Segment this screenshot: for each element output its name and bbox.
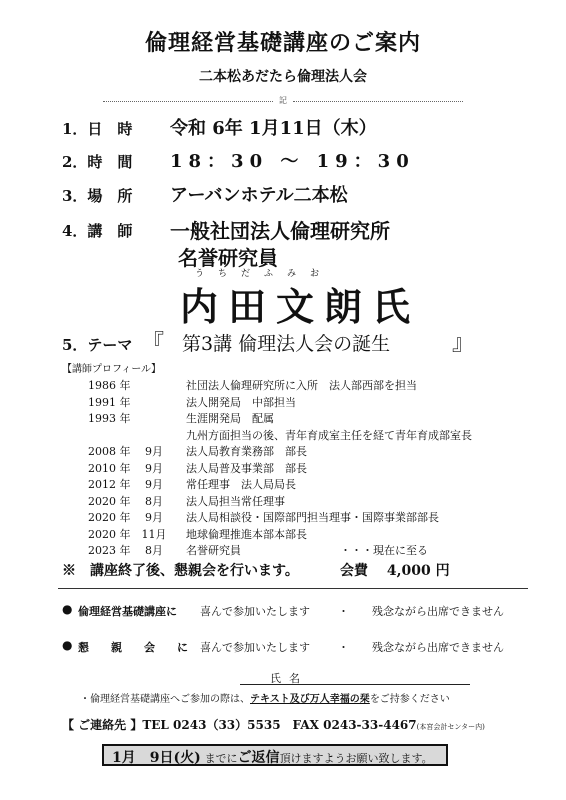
profile-date: 2023 年 8月: [88, 544, 163, 557]
profile-text: 法人局相談役・国際部門担当理事・国際事業部部長: [186, 511, 439, 524]
name-field-label: 氏名: [270, 672, 308, 685]
deadline-reply: ご返信: [237, 750, 280, 766]
profile-date: 1993 年: [88, 412, 131, 425]
profile-text: 法人局担当常任理事: [186, 495, 285, 508]
theme-open-bracket: 『: [142, 331, 165, 356]
ki-marker: 記: [0, 95, 566, 106]
notice-suffix: をご持参ください: [369, 694, 450, 705]
profile-date: 2020 年 11月: [88, 528, 167, 541]
profile-text: 常任理事 法人局局長: [186, 478, 296, 491]
bullet-icon: ●: [62, 638, 73, 652]
rsvp-label-seminar: 倫理経営基礎講座に: [78, 605, 177, 618]
profile-text: 法人局教育業務部 部長: [186, 445, 307, 458]
notice-underlined: テキスト及び万人幸福の栞: [250, 694, 370, 705]
bullet-icon: ●: [62, 602, 73, 616]
profile-text: 法人開発局 中部担当: [186, 396, 296, 409]
rsvp-separator: ・: [338, 641, 349, 654]
profile-text: 法人局普及事業部 部長: [186, 462, 307, 475]
lecturer-title: 名誉研究員: [178, 246, 278, 270]
contact-line: [62, 716, 485, 733]
page-title: 倫理経営基礎講座のご案内: [144, 30, 421, 56]
item-time-value: 18：30 ～ 19：30: [170, 151, 415, 172]
divider: [58, 588, 528, 589]
theme-text: 第3講 倫理法人会の誕生: [182, 333, 391, 355]
contact-text: 【 ご連絡先 】TEL 0243（33）5535 FAX 0243-33-4467: [62, 718, 417, 732]
lecturer-name: 内田文朗氏: [180, 284, 421, 329]
profile-date: 2020 年 8月: [88, 495, 163, 508]
rsvp-seminar-attend-option[interactable]: 喜んで参加いたします: [200, 605, 310, 618]
bring-text-notice: [80, 690, 450, 705]
rsvp-party-decline-option[interactable]: 残念ながら出席できません: [372, 641, 504, 654]
item-place-value: アーバンホテル二本松: [170, 185, 348, 206]
profile-text: 九州方面担当の後、青年育成室主任を経て青年育成部室長: [186, 429, 472, 442]
rsvp-seminar-decline-option[interactable]: 残念ながら出席できません: [372, 605, 504, 618]
profile-text: 名誉研究員 ・・・現在に至る: [186, 544, 428, 557]
profile-text: 社団法人倫理研究所に入所 法人部西部を担当: [186, 379, 417, 392]
item-lecturer-label: 4．講 師: [62, 222, 133, 240]
lecturer-furigana: うちだふみお: [195, 269, 334, 279]
deadline-date: 1月 9日(火): [112, 750, 201, 766]
rsvp-separator: ・: [338, 605, 349, 618]
organizer-name: 二本松あだたら倫理法人会: [199, 69, 367, 85]
deadline-mid: までに: [204, 752, 238, 765]
profile-date: 2008 年 9月: [88, 445, 163, 458]
profile-date: 2020 年 9月: [88, 511, 163, 524]
theme-label: 5．テーマ: [62, 336, 133, 354]
item-lecturer-org: 一般社団法人倫理研究所: [170, 219, 390, 243]
profile-text: 生涯開発局 配属: [186, 412, 274, 425]
profile-heading: 【講師プロフィール】: [62, 364, 161, 375]
party-fee: 会費 4,000 円: [340, 563, 450, 579]
name-field-line[interactable]: [240, 684, 470, 685]
deadline-tail: 頂けますようお願い致します。: [279, 752, 433, 765]
notice-prefix: ・倫理経営基礎講座へご参加の際は、: [80, 694, 250, 705]
item-date-label: 1．日 時: [62, 120, 133, 138]
theme-close-bracket: 』: [452, 331, 475, 356]
profile-date: 2012 年 9月: [88, 478, 163, 491]
item-place-label: 3．場 所: [62, 187, 133, 205]
profile-date: 1991 年: [88, 396, 131, 409]
deadline-text: [112, 747, 433, 767]
contact-note: (本宮会計センター内): [416, 723, 485, 731]
profile-text: 地球倫理推進本部本部長: [186, 528, 307, 541]
after-party-note: ※ 講座終了後、懇親会を行います。: [62, 563, 299, 579]
profile-date: 2010 年 9月: [88, 462, 163, 475]
item-date-value: 令和 6年 1月11日（木）: [170, 118, 377, 139]
rsvp-party-attend-option[interactable]: 喜んで参加いたします: [200, 641, 310, 654]
rsvp-label-party: 懇 親 会 に: [78, 641, 188, 654]
item-time-label: 2．時 間: [62, 153, 133, 171]
profile-date: 1986 年: [88, 379, 131, 392]
